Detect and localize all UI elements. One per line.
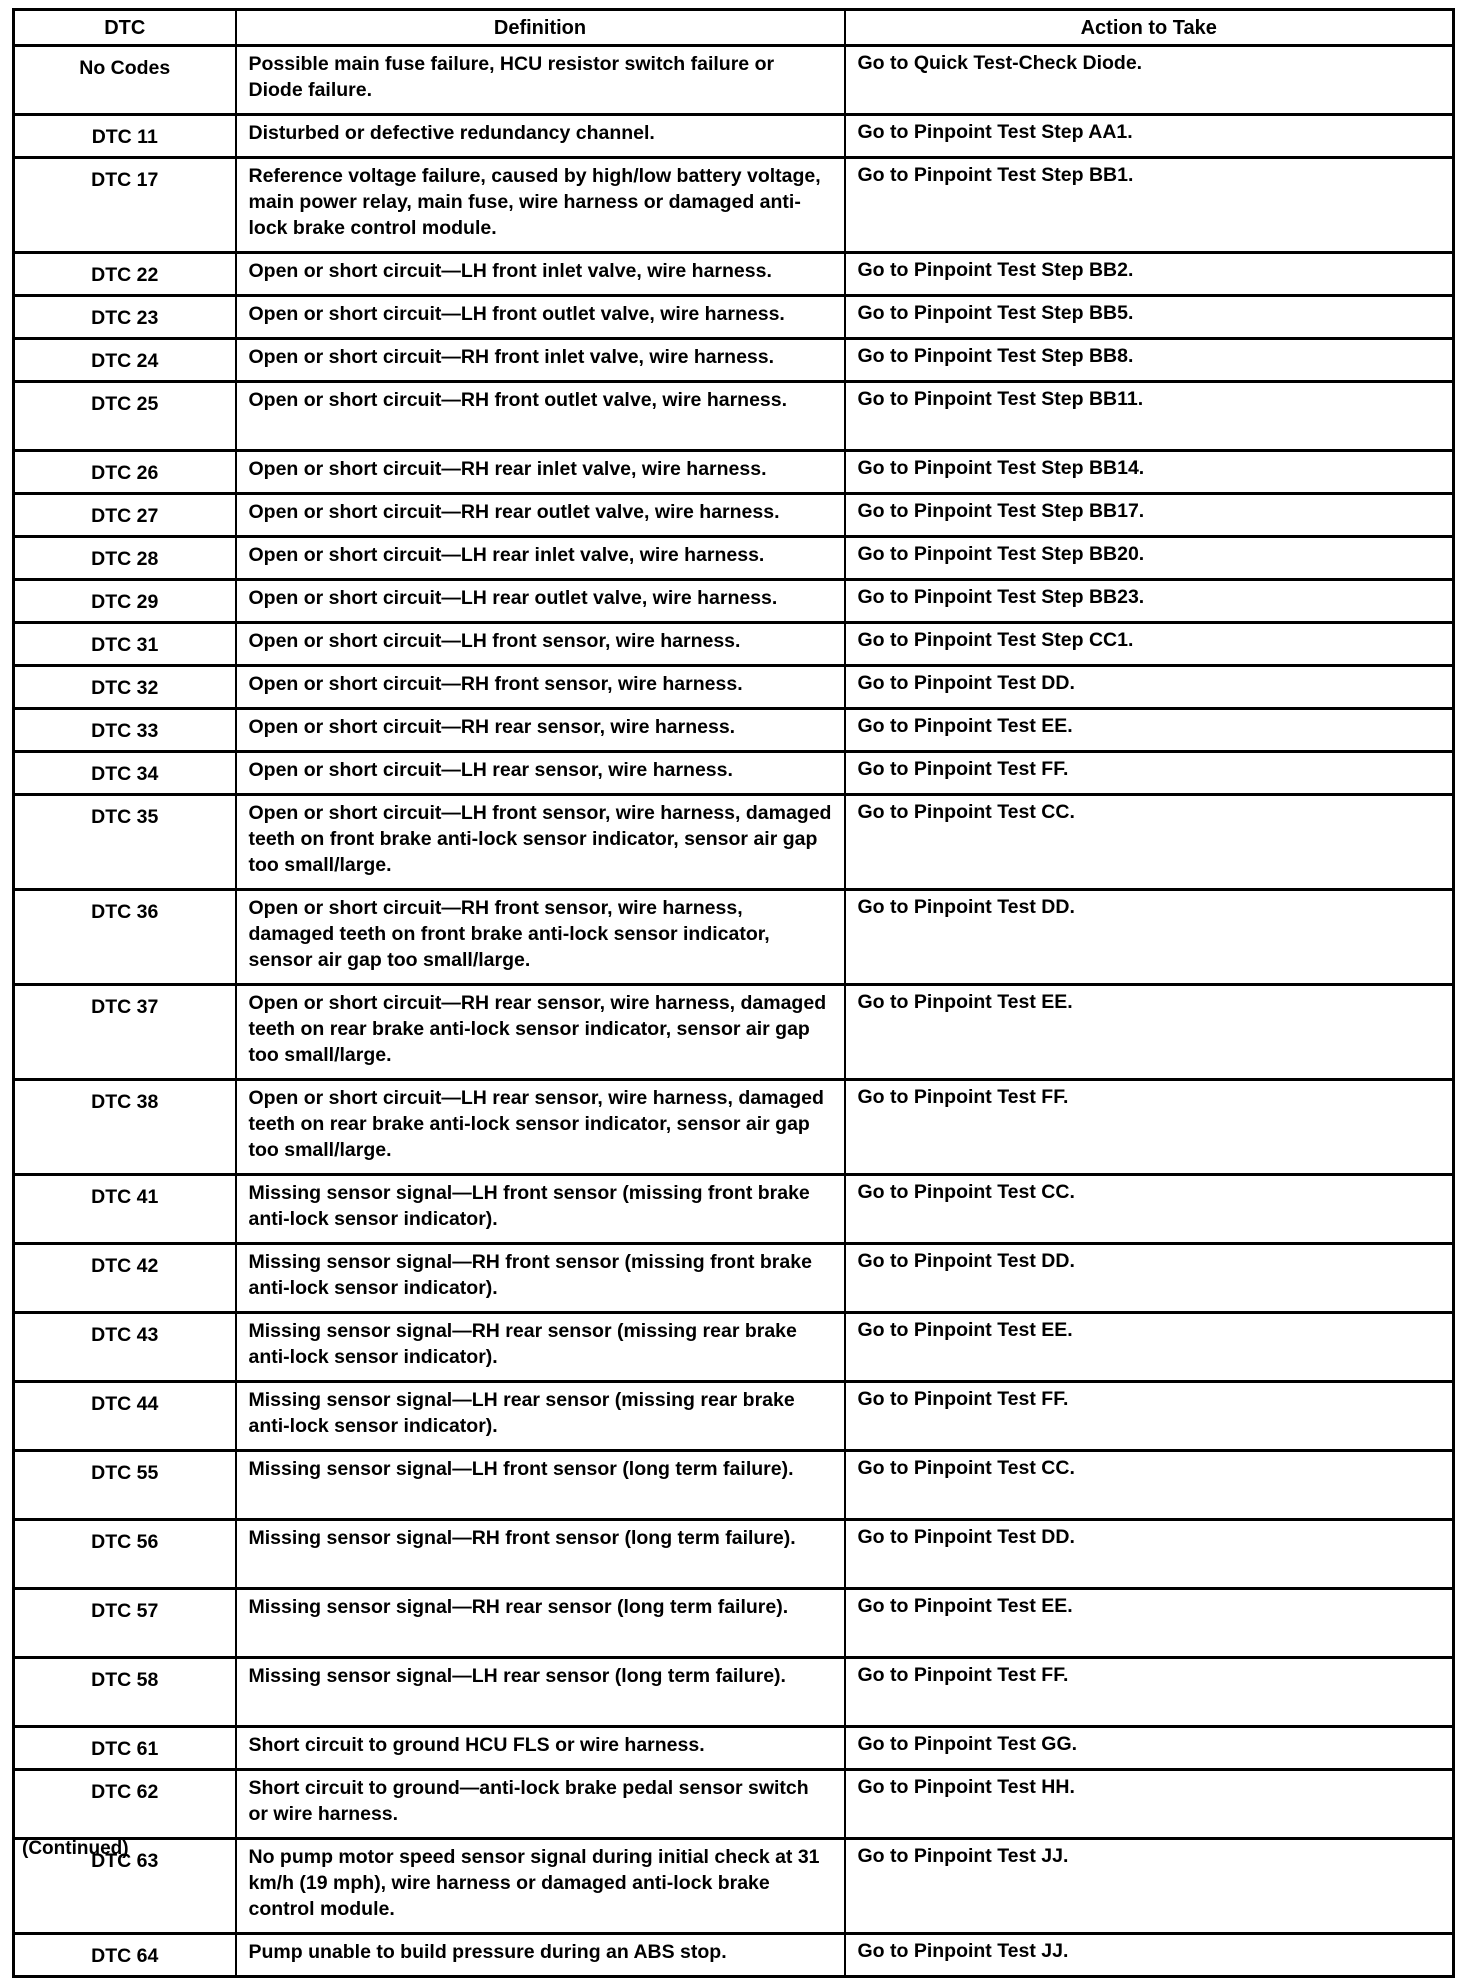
table-row [14,1244,1454,1313]
action-cell: Go to Pinpoint Test Step CC1. [845,623,1454,666]
table-row [14,752,1454,795]
action-cell: Go to Pinpoint Test HH. [845,1770,1454,1839]
definition-cell: Short circuit to ground HCU FLS or wire harness. [236,1727,845,1770]
dtc-code-cell: DTC 22 [14,253,236,296]
action-cell: Go to Pinpoint Test Step BB5. [845,296,1454,339]
table-row [14,46,1454,115]
table-header-row [14,10,1454,46]
action-cell: Go to Pinpoint Test FF. [845,1658,1454,1727]
dtc-code-cell: DTC 31 [14,623,236,666]
dtc-table [12,8,1455,1978]
action-cell: Go to Pinpoint Test Step BB11. [845,382,1454,451]
table-row [14,382,1454,451]
header-action: Action to Take [845,10,1454,46]
table-row [14,1080,1454,1175]
definition-cell: Reference voltage failure, caused by high/low battery voltage, main power relay, main fuse, wire harness or damaged anti-lock brake control module. [236,158,845,253]
action-cell: Go to Pinpoint Test Step BB14. [845,451,1454,494]
table-row [14,1451,1454,1520]
table-row [14,1770,1454,1839]
dtc-code-cell: No Codes [14,46,236,115]
action-cell: Go to Pinpoint Test CC. [845,795,1454,890]
action-cell: Go to Pinpoint Test CC. [845,1451,1454,1520]
definition-cell: Open or short circuit—LH rear sensor, wire harness, damaged teeth on rear brake anti-lock sensor indicator, sensor air gap too small/large. [236,1080,845,1175]
definition-cell: Missing sensor signal—RH front sensor (long term failure). [236,1520,845,1589]
dtc-code-cell: DTC 57 [14,1589,236,1658]
table-row [14,666,1454,709]
dtc-code-cell: DTC 34 [14,752,236,795]
action-cell: Go to Pinpoint Test Step BB8. [845,339,1454,382]
dtc-code-cell: DTC 35 [14,795,236,890]
table-row [14,1727,1454,1770]
table-row [14,115,1454,158]
table-row [14,1839,1454,1934]
table-row [14,709,1454,752]
dtc-code-cell: DTC 58 [14,1658,236,1727]
definition-cell: Open or short circuit—RH rear sensor, wire harness, damaged teeth on rear brake anti-lock sensor indicator, sensor air gap too small/large. [236,985,845,1080]
definition-cell: Missing sensor signal—LH rear sensor (missing rear brake anti-lock sensor indicator). [236,1382,845,1451]
definition-cell: Missing sensor signal—LH front sensor (long term failure). [236,1451,845,1520]
dtc-code-cell: DTC 17 [14,158,236,253]
table-row [14,296,1454,339]
table-row [14,1589,1454,1658]
table-row [14,1313,1454,1382]
definition-cell: Open or short circuit—RH front inlet valve, wire harness. [236,339,845,382]
dtc-code-cell: DTC 64 [14,1934,236,1977]
dtc-code-cell: DTC 23 [14,296,236,339]
action-cell: Go to Pinpoint Test EE. [845,985,1454,1080]
table-row [14,339,1454,382]
definition-cell: Open or short circuit—RH rear outlet valve, wire harness. [236,494,845,537]
dtc-code-cell: DTC 26 [14,451,236,494]
definition-cell: Missing sensor signal—RH rear sensor (missing rear brake anti-lock sensor indicator). [236,1313,845,1382]
dtc-code-cell: DTC 61 [14,1727,236,1770]
action-cell: Go to Pinpoint Test Step BB20. [845,537,1454,580]
dtc-code-cell: DTC 42 [14,1244,236,1313]
action-cell: Go to Pinpoint Test DD. [845,890,1454,985]
definition-cell: Open or short circuit—RH rear inlet valve, wire harness. [236,451,845,494]
table-row [14,580,1454,623]
dtc-code-cell: DTC 56 [14,1520,236,1589]
table-row [14,537,1454,580]
dtc-code-cell: DTC 24 [14,339,236,382]
action-cell: Go to Pinpoint Test JJ. [845,1934,1454,1977]
dtc-code-cell: DTC 41 [14,1175,236,1244]
dtc-code-cell: DTC 25 [14,382,236,451]
action-cell: Go to Pinpoint Test CC. [845,1175,1454,1244]
definition-cell: Possible main fuse failure, HCU resistor switch failure or Diode failure. [236,46,845,115]
action-cell: Go to Pinpoint Test EE. [845,1589,1454,1658]
definition-cell: Open or short circuit—RH rear sensor, wire harness. [236,709,845,752]
definition-cell: Short circuit to ground—anti-lock brake pedal sensor switch or wire harness. [236,1770,845,1839]
definition-cell: Open or short circuit—LH front sensor, wire harness, damaged teeth on front brake anti-lock sensor indicator, sensor air gap too small/large. [236,795,845,890]
table-row [14,494,1454,537]
definition-cell: Open or short circuit—LH front outlet valve, wire harness. [236,296,845,339]
dtc-code-cell: DTC 36 [14,890,236,985]
definition-cell: Open or short circuit—RH front sensor, wire harness. [236,666,845,709]
action-cell: Go to Pinpoint Test Step BB17. [845,494,1454,537]
table-row [14,1520,1454,1589]
dtc-code-cell: DTC 38 [14,1080,236,1175]
definition-cell: No pump motor speed sensor signal during initial check at 31 km/h (19 mph), wire harness or damaged anti-lock brake control module. [236,1839,845,1934]
table-row [14,890,1454,985]
action-cell: Go to Pinpoint Test DD. [845,1244,1454,1313]
action-cell: Go to Pinpoint Test FF. [845,1080,1454,1175]
dtc-code-cell: DTC 27 [14,494,236,537]
action-cell: Go to Quick Test-Check Diode. [845,46,1454,115]
table-row [14,985,1454,1080]
continued-note: (Continued) [22,1838,129,1859]
dtc-code-cell: DTC 28 [14,537,236,580]
definition-cell: Pump unable to build pressure during an ABS stop. [236,1934,845,1977]
definition-cell: Missing sensor signal—RH rear sensor (long term failure). [236,1589,845,1658]
definition-cell: Open or short circuit—LH front inlet valve, wire harness. [236,253,845,296]
table-row [14,451,1454,494]
dtc-code-cell: DTC 11 [14,115,236,158]
table-row [14,253,1454,296]
definition-cell: Missing sensor signal—RH front sensor (missing front brake anti-lock sensor indicator). [236,1244,845,1313]
definition-cell: Open or short circuit—LH rear sensor, wire harness. [236,752,845,795]
table-row [14,1175,1454,1244]
action-cell: Go to Pinpoint Test FF. [845,1382,1454,1451]
definition-cell: Open or short circuit—LH rear inlet valve, wire harness. [236,537,845,580]
action-cell: Go to Pinpoint Test Step BB1. [845,158,1454,253]
table-row [14,795,1454,890]
table-row [14,623,1454,666]
dtc-code-cell: DTC 29 [14,580,236,623]
action-cell: Go to Pinpoint Test DD. [845,1520,1454,1589]
dtc-code-cell: DTC 32 [14,666,236,709]
action-cell: Go to Pinpoint Test Step BB23. [845,580,1454,623]
action-cell: Go to Pinpoint Test JJ. [845,1839,1454,1934]
definition-cell: Missing sensor signal—LH rear sensor (long term failure). [236,1658,845,1727]
dtc-code-cell: DTC 62 [14,1770,236,1839]
definition-cell: Open or short circuit—RH front sensor, wire harness, damaged teeth on front brake anti-lock sensor indicator, sensor air gap too small/large. [236,890,845,985]
definition-cell: Disturbed or defective redundancy channel. [236,115,845,158]
dtc-code-cell: DTC 33 [14,709,236,752]
action-cell: Go to Pinpoint Test GG. [845,1727,1454,1770]
definition-cell: Open or short circuit—LH front sensor, wire harness. [236,623,845,666]
dtc-code-cell: DTC 63 [14,1839,236,1934]
definition-cell: Open or short circuit—LH rear outlet valve, wire harness. [236,580,845,623]
action-cell: Go to Pinpoint Test EE. [845,1313,1454,1382]
table-row [14,1382,1454,1451]
action-cell: Go to Pinpoint Test Step AA1. [845,115,1454,158]
definition-cell: Open or short circuit—RH front outlet valve, wire harness. [236,382,845,451]
table-row [14,158,1454,253]
action-cell: Go to Pinpoint Test DD. [845,666,1454,709]
action-cell: Go to Pinpoint Test FF. [845,752,1454,795]
table-row [14,1934,1454,1977]
dtc-code-cell: DTC 44 [14,1382,236,1451]
action-cell: Go to Pinpoint Test Step BB2. [845,253,1454,296]
table-body [14,46,1454,1977]
dtc-code-cell: DTC 37 [14,985,236,1080]
header-definition: Definition [236,10,845,46]
dtc-code-cell: DTC 43 [14,1313,236,1382]
header-dtc: DTC [14,10,236,46]
table-row [14,1658,1454,1727]
dtc-code-cell: DTC 55 [14,1451,236,1520]
definition-cell: Missing sensor signal—LH front sensor (missing front brake anti-lock sensor indicator). [236,1175,845,1244]
action-cell: Go to Pinpoint Test EE. [845,709,1454,752]
